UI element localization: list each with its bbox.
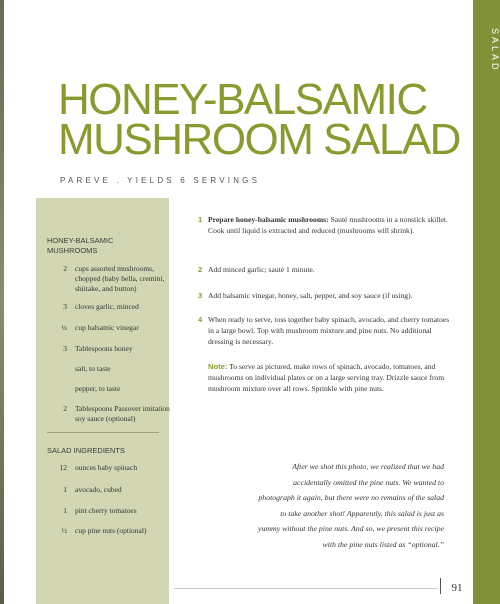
ingredient-qty: 3 bbox=[63, 344, 67, 353]
note-text: To serve as pictured, make rows of spinach, avocado, tomatoes, and mushrooms on individual plates or on a large serving tray. Drizzle sauce from mushroom mixture over all rows. Sprinkle with pine nuts. bbox=[208, 362, 445, 393]
recipe-subtitle: PAREVE . YIELDS 6 SERVINGS bbox=[60, 176, 261, 185]
step-number: 2 bbox=[198, 265, 203, 274]
ingredient-qty: ¼ bbox=[61, 323, 67, 332]
ingredient-text: cloves garlic, minced bbox=[75, 302, 139, 311]
step-text: Add balsamic vinegar, honey, salt, pepper, and soy sauce (if using). bbox=[208, 291, 413, 300]
ingredient-qty: ½ bbox=[61, 526, 67, 535]
step-body bbox=[208, 290, 454, 301]
step-body bbox=[208, 214, 454, 236]
step-number: 1 bbox=[198, 215, 203, 224]
ingredient-qty: 3 bbox=[63, 302, 67, 311]
ingredient-text: salt, to taste bbox=[75, 364, 111, 373]
ingredient-text: cups assorted mushrooms, chopped (baby bella, cremini, shiitake, and button) bbox=[75, 264, 165, 293]
ingredient-text: Tablespoons Passover imitation soy sauce (optional) bbox=[75, 404, 170, 423]
footer-tick bbox=[440, 578, 441, 594]
ingredient-qty: 1 bbox=[63, 506, 67, 515]
section-divider bbox=[47, 432, 159, 433]
footer-rule bbox=[174, 588, 438, 589]
ingredient-text: pepper, to taste bbox=[75, 384, 121, 393]
step-number: 3 bbox=[198, 291, 203, 300]
ingredient-qty: 1 bbox=[63, 485, 67, 494]
ingredient-qty: 2 bbox=[63, 264, 67, 273]
note-label: Note: bbox=[208, 362, 228, 371]
step-body bbox=[208, 314, 454, 347]
ingredient-qty: 2 bbox=[63, 404, 67, 413]
ingredient-text: cup balsamic vinegar bbox=[75, 323, 139, 332]
ingredient-text: Tablespoons honey bbox=[75, 344, 133, 353]
step-text: When ready to serve, toss together baby spinach, avocado, and cherry tomatoes in a large bowl. Top with mushroom mixture and pine nuts. No additional dressing is necessary. bbox=[208, 315, 450, 346]
step-text: Sauté mushrooms in a nonstick skillet. Cook until liquid is extracted and reduced (mushrooms will shrink). bbox=[208, 215, 448, 235]
ingredient-text: pint cherry tomatoes bbox=[75, 506, 137, 515]
recipe-title bbox=[58, 75, 468, 164]
photo-edge bbox=[0, 0, 4, 604]
title-line-1: HONEY-BALSAMIC bbox=[58, 75, 427, 124]
ingredients-panel bbox=[36, 198, 169, 604]
ingredient-text: avocado, cubed bbox=[75, 485, 122, 494]
step-text: Add minced garlic; sauté 1 minute. bbox=[208, 265, 315, 274]
ingredient-group-heading: SALAD INGREDIENTS bbox=[47, 446, 125, 455]
serving-note bbox=[208, 361, 458, 394]
title-line-2: MUSHROOM SALAD bbox=[58, 115, 460, 164]
section-tab-label: SALAD bbox=[490, 28, 500, 73]
step-body bbox=[208, 264, 454, 275]
photo-quote: After we shot this photo, we realized that we had accidentally omitted the pine nuts. We wanted to photograph it again, but there were no remains of the salad to take another shot! Apparently, this salad is just as yummy without the pine nuts. And so, we present this recipe with the pine nuts listed as “optional.” bbox=[258, 462, 444, 549]
step-lead: Prepare honey-balsamic mushrooms: bbox=[208, 215, 329, 224]
ingredient-group-heading: HONEY-BALSAMIC MUSHROOMS bbox=[47, 236, 114, 255]
ingredient-qty: 12 bbox=[59, 463, 67, 472]
page-number: 91 bbox=[451, 582, 463, 594]
ingredient-text: cup pine nuts (optional) bbox=[75, 526, 147, 535]
section-tab bbox=[473, 0, 500, 604]
ingredient-text: ounces baby spinach bbox=[75, 463, 138, 472]
step-number: 4 bbox=[198, 315, 203, 324]
